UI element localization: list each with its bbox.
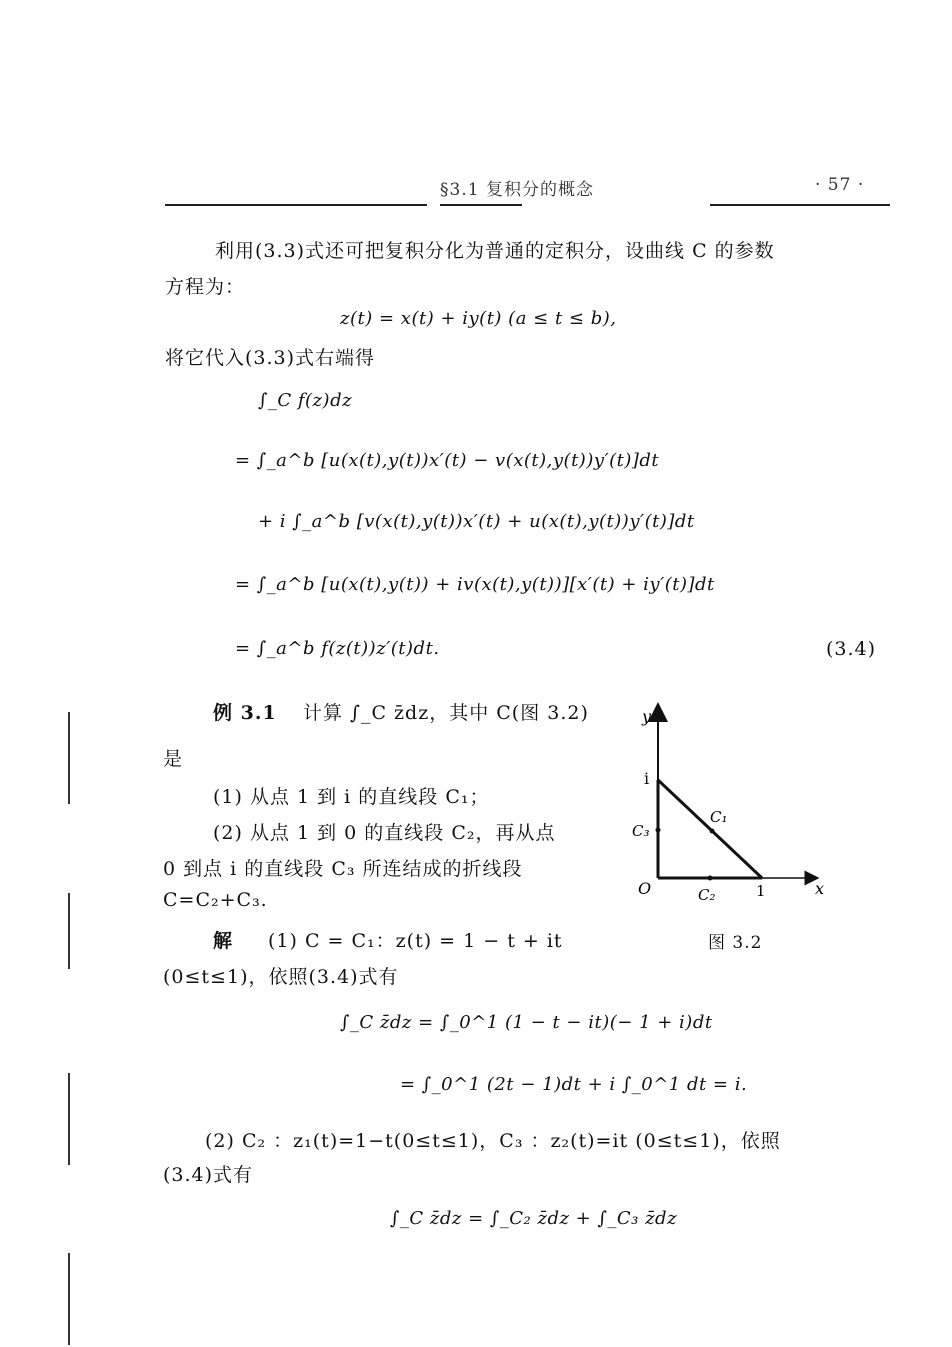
equation-line: ∫_C f(z)dz — [258, 390, 353, 411]
label-c1: C₁ — [710, 808, 728, 826]
header-rule-right — [710, 204, 890, 206]
solution-equation: = ∫_0^1 (2t − 1)dt + i ∫_0^1 dt = i. — [400, 1074, 748, 1095]
example-item-2: C=C₂+C₃. — [163, 889, 268, 911]
point-on-c3 — [656, 828, 661, 833]
label-x: x — [815, 879, 825, 898]
solution-line: (0≤t≤1)，依照(3.4)式有 — [163, 966, 399, 988]
paragraph-line: 利用(3.3)式还可把复积分化为普通的定积分，设曲线 C 的参数 — [215, 240, 775, 262]
label-origin: O — [638, 879, 652, 898]
solution-part2-line: (2) C₂ ：z₁(t)=1−t(0≤t≤1)，C₃ ：z₂(t)=it (0≤t≤1)，依照 — [205, 1130, 781, 1152]
solution-line: (1) C = C₁：z(t) = 1 − t + it — [268, 930, 563, 952]
page-number: · 57 · — [815, 175, 865, 195]
example-statement: 计算 ∫_C z̄dz，其中 C(图 3.2) — [303, 702, 589, 724]
margin-bar — [68, 893, 70, 969]
label-c3: C₃ — [632, 822, 650, 840]
figure-3-2 — [620, 700, 840, 930]
solution-equation: ∫_C z̄dz = ∫_0^1 (1 − t − it)(− 1 + i)dt — [340, 1012, 713, 1033]
point-on-c2 — [708, 876, 713, 881]
equation-line: + i ∫_a^b [v(x(t),y(t))x′(t) + u(x(t),y(t))y′(t)]dt — [258, 511, 695, 532]
paragraph-line: 将它代入(3.3)式右端得 — [165, 347, 376, 369]
parametric-equation: z(t) = x(t) + iy(t) (a ≤ t ≤ b), — [340, 308, 617, 329]
point-on-c1 — [710, 829, 715, 834]
margin-bar — [68, 712, 70, 804]
example-statement-cont: 是 — [163, 748, 184, 770]
equation-line: = ∫_a^b f(z(t))z′(t)dt. — [235, 638, 440, 659]
segment-c1 — [658, 780, 762, 878]
margin-bar — [68, 1253, 70, 1345]
running-header-section: §3.1 复积分的概念 — [440, 180, 594, 200]
margin-bar — [68, 1073, 70, 1165]
example-item-1: (1) 从点 1 到 i 的直线段 C₁； — [213, 786, 490, 808]
label-c2: C₂ — [698, 886, 716, 904]
figure-caption: 图 3.2 — [708, 933, 763, 953]
solution-part2-line: (3.4)式有 — [163, 1164, 254, 1186]
example-label: 例 3.1 — [213, 702, 277, 724]
label-y: y — [642, 707, 652, 726]
paragraph-line: 方程为： — [165, 276, 246, 298]
example-item-2: (2) 从点 1 到 0 的直线段 C₂，再从点 — [213, 822, 556, 844]
header-rule-left — [165, 204, 427, 206]
solution-equation: ∫_C z̄dz = ∫_C₂ z̄dz + ∫_C₃ z̄dz — [390, 1208, 678, 1229]
example-item-2: 0 到点 i 的直线段 C₃ 所连结成的折线段 — [163, 858, 523, 880]
equation-line: = ∫_a^b [u(x(t),y(t))x′(t) − v(x(t),y(t))y′(t)]dt — [235, 450, 660, 471]
equation-number: (3.4) — [826, 638, 877, 660]
header-rule-mid — [440, 204, 522, 206]
label-i: i — [644, 769, 650, 788]
label-one: 1 — [756, 882, 766, 900]
solution-label: 解 — [213, 930, 234, 952]
equation-line: = ∫_a^b [u(x(t),y(t)) + iv(x(t),y(t))][x′(t) + iy′(t)]dt — [235, 574, 715, 595]
